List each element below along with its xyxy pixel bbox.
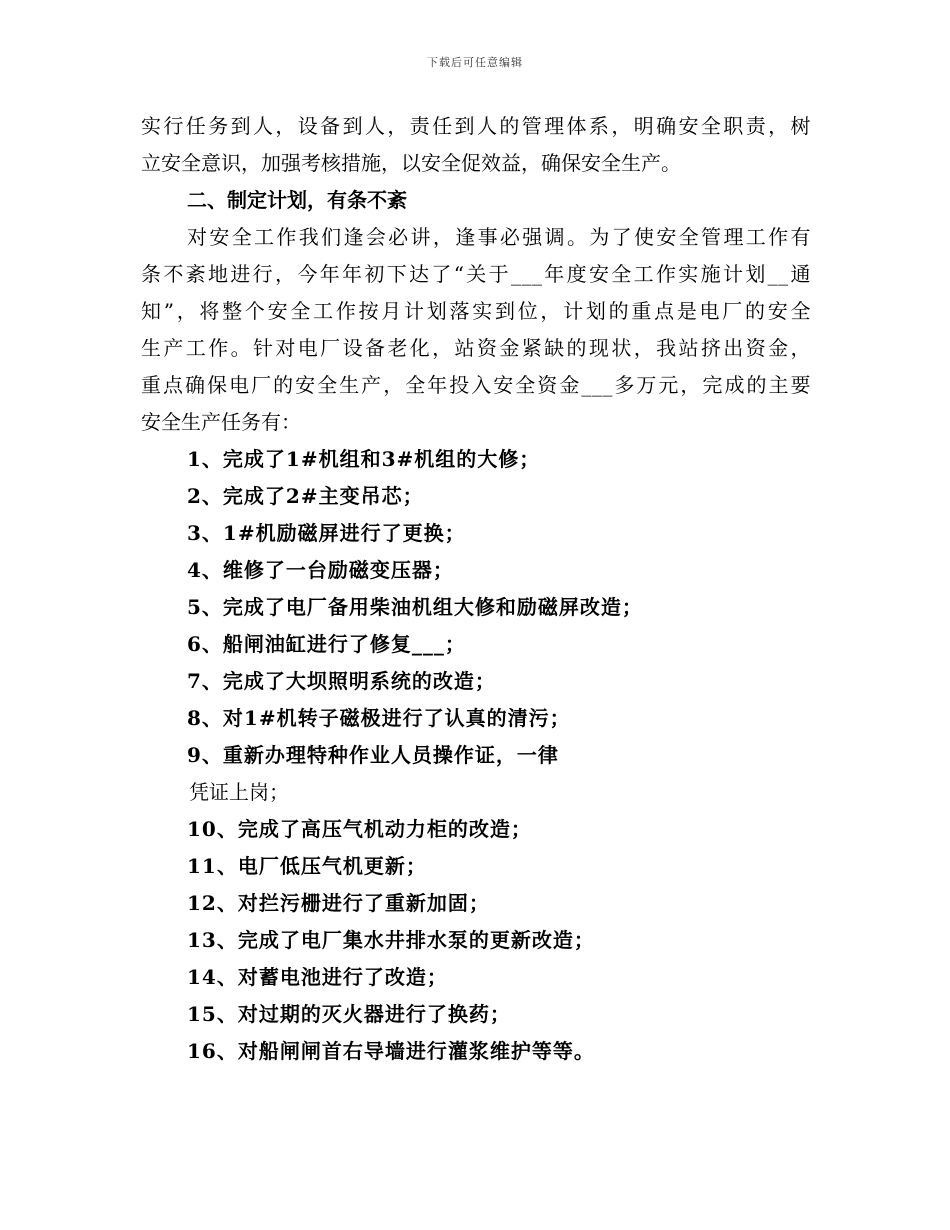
task-list-item: 6、船闸油缸进行了修复___；	[187, 632, 466, 656]
task-list-item: 16、对船闸闸首右导墙进行灌浆维护等等。	[187, 1039, 595, 1063]
task-list-item: 4、维修了一台励磁变压器；	[187, 558, 454, 582]
task-list-item: 2、完成了2#主变吊芯；	[187, 484, 424, 508]
task-list-item: 10、完成了高压气机动力柜的改造；	[187, 817, 532, 841]
document-body	[141, 108, 811, 1070]
task-list-item-continuation: 凭证上岗；	[189, 780, 289, 804]
task-list-item: 1、完成了1#机组和3#机组的大修；	[187, 447, 541, 471]
body-text-line: 条不紊地进行，今年年初下达了“关于___年度安全工作实施计划__通	[141, 262, 811, 286]
task-list-item: 14、对蓄电池进行了改造；	[187, 965, 448, 989]
body-text-line: 生产工作。针对电厂设备老化，站资金紧缺的现状，我站挤出资金，	[141, 336, 811, 360]
task-list-item: 8、对1#机转子磁极进行了认真的清污；	[187, 706, 571, 730]
body-text-line: 安全生产任务有：	[141, 410, 301, 434]
task-list-item: 15、对过期的灭火器进行了换药；	[187, 1002, 511, 1026]
body-text-line: 知”，将整个安全工作按月计划落实到位，计划的重点是电厂的安全	[141, 299, 811, 323]
body-text-line: 对安全工作我们逢会必讲，逢事必强调。为了使安全管理工作有	[187, 225, 811, 249]
section-heading: 二、制定计划，有条不紊	[187, 188, 407, 212]
task-list-item: 9、重新办理特种作业人员操作证，一律	[187, 743, 559, 767]
task-list-item: 3、1#机励磁屏进行了更换；	[187, 521, 466, 545]
body-text-line: 立安全意识，加强考核措施，以安全促效益，确保安全生产。	[141, 151, 681, 175]
task-list-item: 13、完成了电厂集水井排水泵的更新改造；	[187, 928, 595, 952]
page-header-note: 下载后可任意编辑	[427, 56, 523, 69]
body-text-line: 重点确保电厂的安全生产，全年投入安全资金___多万元，完成的主要	[141, 373, 811, 397]
task-list-item: 11、电厂低压气机更新；	[187, 854, 427, 878]
task-list-item: 5、完成了电厂备用柴油机组大修和励磁屏改造；	[187, 595, 643, 619]
body-text-line: 实行任务到人，设备到人，责任到人的管理体系，明确安全职责，树	[141, 114, 811, 138]
task-list-item: 7、完成了大坝照明系统的改造；	[187, 669, 496, 693]
task-list-item: 12、对拦污栅进行了重新加固；	[187, 891, 490, 915]
